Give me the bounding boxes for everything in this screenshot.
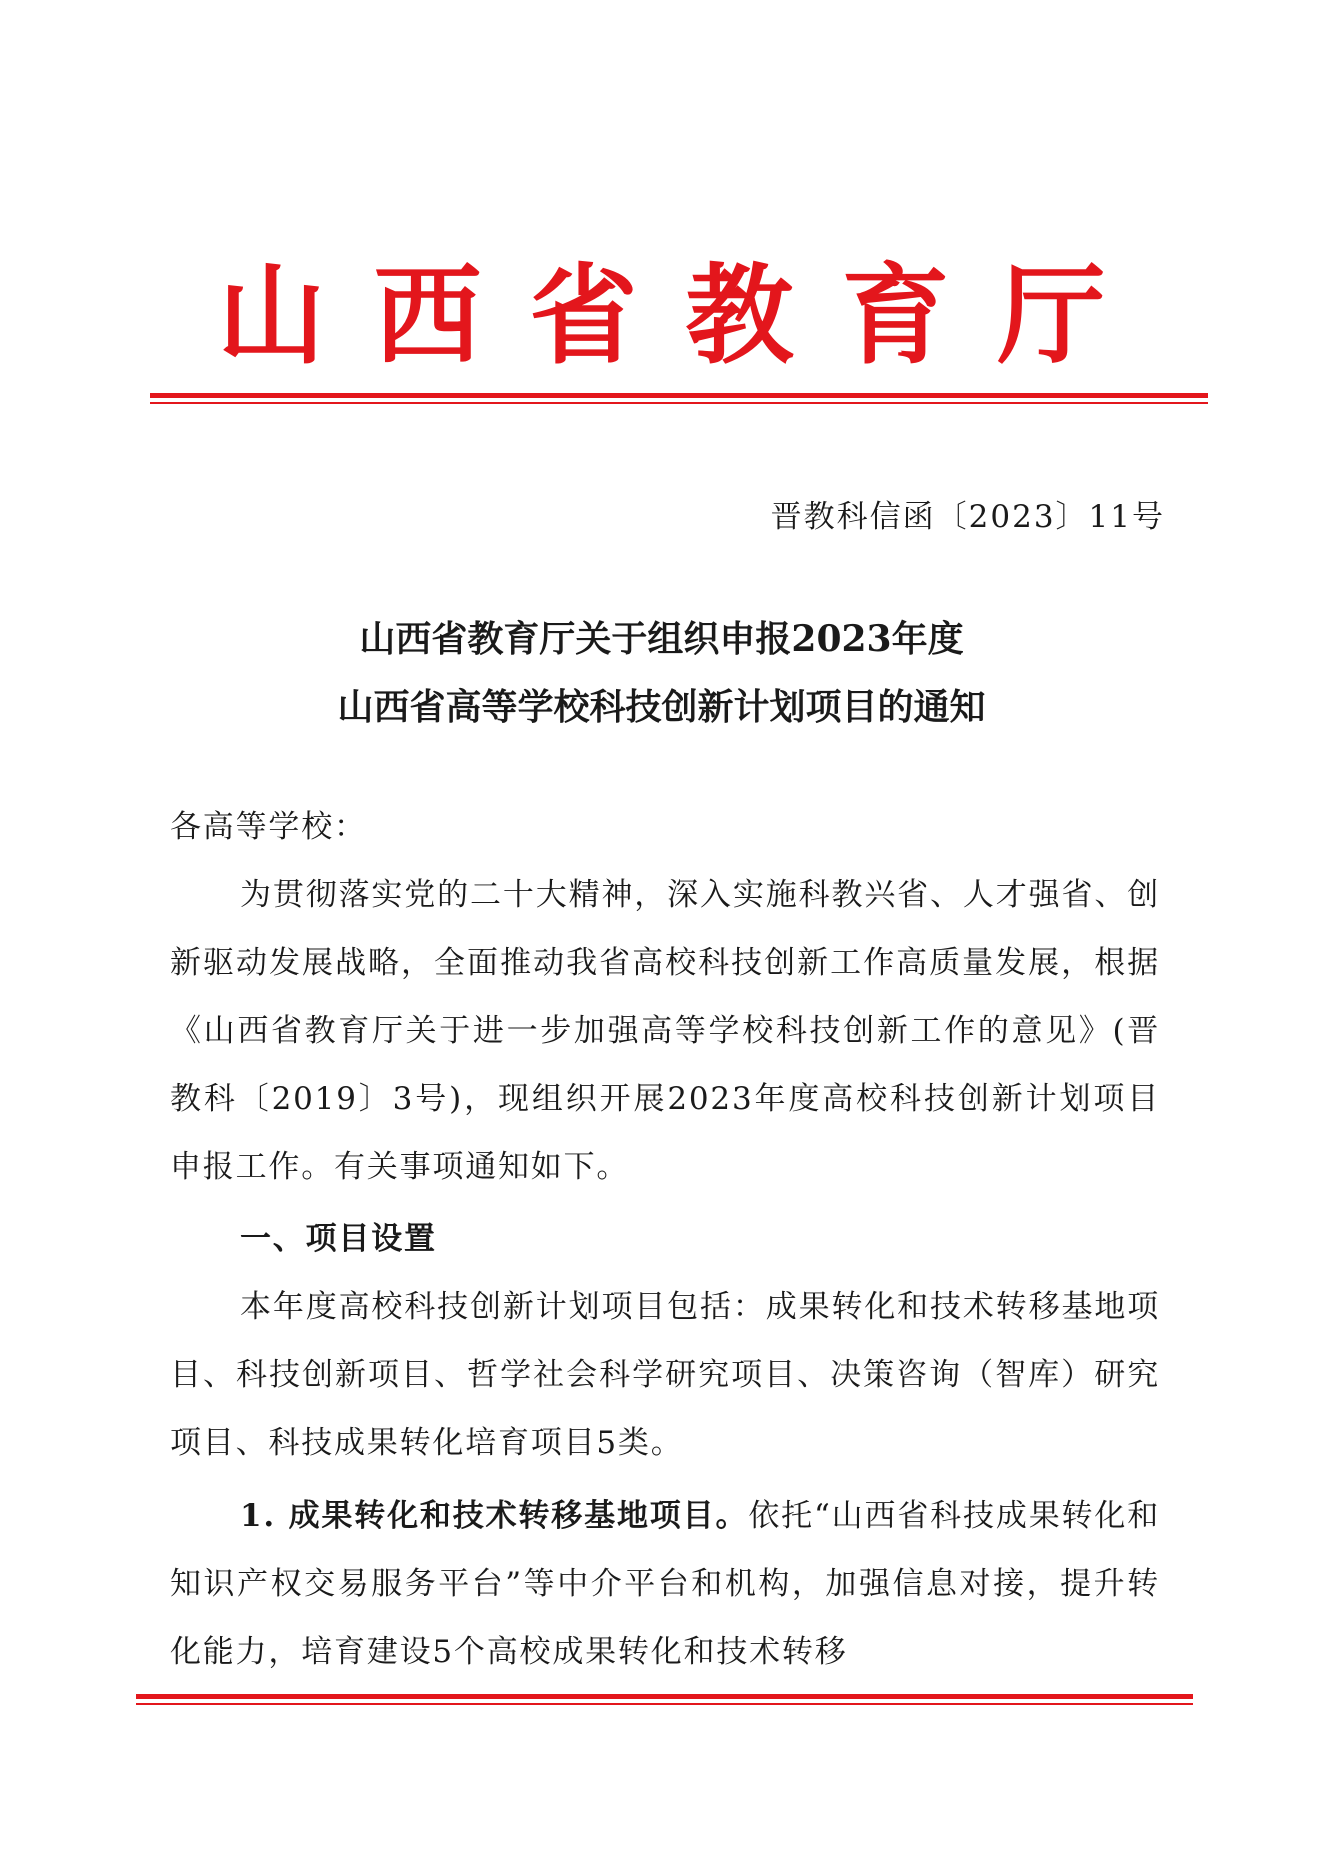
issuer-masthead: 山西省教育厅 — [217, 253, 1154, 379]
salutation: 各高等学校： — [170, 809, 367, 845]
document-number: 晋教科信函〔2023〕11号 — [770, 499, 1165, 535]
section-heading-project-setup: 一、项目设置 — [240, 1221, 437, 1257]
header-rule-thin — [150, 402, 1208, 404]
section-1-paragraph: 本年度高校科技创新计划项目包括：成果转化和技术转移基地项目、科技创新项目、哲学社会科学研究项目、决策咨询（智库）研究项目、科技成果转化培育项目5类。 — [170, 1289, 1160, 1461]
intro-paragraph: 为贯彻落实党的二十大精神，深入实施科教兴省、人才强省、创新驱动发展战略，全面推动我省高校科技创新工作高质量发展，根据《山西省教育厅关于进一步加强高等学校科技创新工作的意见》(晋教科〔2019〕3号)，现组织开展2023年度高校科技创新计划项目申报工作。有关事项通知如下。 — [170, 877, 1160, 1185]
item-1-paragraph — [170, 1482, 1160, 1686]
item-1-text: 依托“山西省科技成果转化和知识产权交易服务平台”等中介平台和机构，加强信息对接，提升转化能力，培育建设5个高校成果转化和技术转移 — [170, 1498, 1160, 1670]
document-title-line-1: 山西省教育厅关于组织申报2023年度 — [359, 618, 964, 660]
header-rule-thick — [150, 393, 1208, 398]
document-title-line-2: 山西省高等学校科技创新计划项目的通知 — [337, 686, 986, 728]
footer-rule-thin — [136, 1703, 1193, 1705]
item-1-lead: 1. 成果转化和技术转移基地项目。 — [240, 1498, 749, 1534]
footer-rule-thick — [136, 1694, 1193, 1699]
